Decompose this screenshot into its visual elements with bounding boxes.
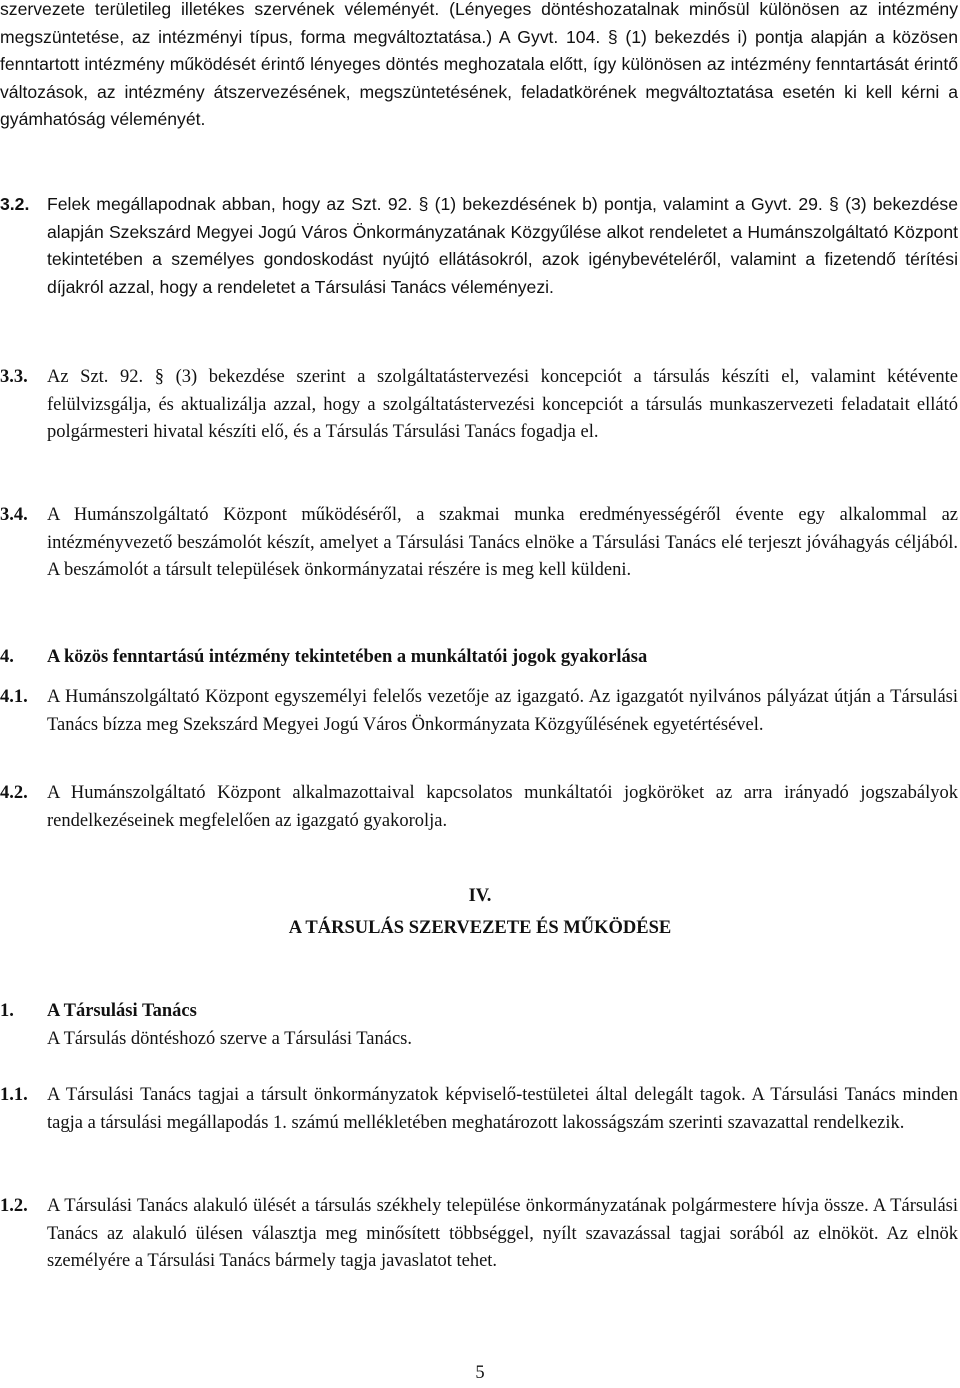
subsection-1 [0,998,960,1053]
section-number: 3.2. [0,194,30,214]
page-number: 5 [475,1363,485,1383]
section-4-heading [0,644,960,672]
subsection-1-2 [0,1193,960,1276]
section-4-title: A közös fenntartású intézmény tekintetében a munkáltatói jogok gyakorlása [47,647,648,667]
section-number: 1.2. [0,1196,28,1216]
section-number: 4. [0,647,14,667]
section-number: 1.1. [0,1085,28,1105]
section-number: 1. [0,1001,14,1021]
section-number: 4.2. [0,783,28,803]
section-3-3-text: Az Szt. 92. § (3) bekezdése szerint a szolgáltatástervezési koncepciót a társulás készíti el, valamint kétévente felülvizsgálja, és aktualizálja azzal, hogy a szolgáltatástervezési koncepciót a társulás munkaszervezeti feladatait ellátó polgármesteri hivatal készíti elő, és a Társulás Társulási Tanács fogadja el. [47,367,958,442]
subsection-1-2-text: A Társulási Tanács alakuló ülését a társulás székhely települése önkormányzatának polgármestere hívja össze. A Társulási Tanács az alakuló ülésen választja meg minősített többséggel, nyílt szavazással tagjai sorából az elnököt. Az elnök személyére a Társulási Tanács bármely tagja javaslatot tehet. [47,1196,958,1271]
section-3-4-text: A Humánszolgáltató Központ működéséről, a szakmai munka eredményességéről évente egy alkalommal az intézményvezető beszámolót készít, amelyet a Társulási Tanács elnöke a Társulási Tanács elé terjeszt jóváhagyás céljából. A beszámolót a társult települések önkormányzatai részére is meg kell küldeni. [47,505,958,580]
subsection-1-1-text: A Társulási Tanács tagjai a társult önkormányzatok képviselő-testületei által delegált tagok. A Társulási Tanács minden tagja a társulási megállapodás 1. számú mellékletében meghatározott lakosságszám szerinti szavazattal rendelkezik. [47,1085,958,1133]
intro-paragraph [0,0,960,134]
section-3-4 [0,502,960,585]
section-number: 3.3. [0,367,28,387]
chapter-heading [0,883,960,942]
section-4-2 [0,780,960,835]
section-3-3 [0,364,960,447]
subsection-1-1 [0,1082,960,1137]
chapter-roman: IV. [468,886,492,906]
section-4-1 [0,684,960,739]
section-number: 4.1. [0,687,28,707]
section-3-2 [0,191,960,301]
section-4-2-text: A Humánszolgáltató Központ alkalmazottaival kapcsolatos munkáltatói jogköröket az arra irányadó jogszabályok rendelkezéseinek megfelelően az igazgató gyakorolja. [47,783,958,831]
section-number: 3.4. [0,505,28,525]
chapter-title: A TÁRSULÁS SZERVEZETE ÉS MŰKÖDÉSE [288,917,672,938]
subsection-1-title: A Társulási Tanács [47,1001,197,1021]
section-4-1-text: A Humánszolgáltató Központ egyszemélyi felelős vezetője az igazgató. Az igazgatót nyilvános pályázat útján a Társulási Tanács bízza meg Szekszárd Megyei Jogú Város Önkormányzata Közgyűlésének egyetértésével. [47,687,958,735]
subsection-1-text: A Társulás döntéshozó szerve a Társulási Tanács. [47,1028,413,1049]
section-3-2-text: Felek megállapodnak abban, hogy az Szt. 92. § (1) bekezdésének b) pontja, valamint a Gyvt. 29. § (3) bekezdése alapján Szekszárd Megyei Jogú Város Önkormányzatának Közgyűlése alkot rendeletet a Humánszolgáltató Központ tekintetében a személyes gondoskodást nyújtó ellátásokról, azok igénybevételéről, valamint a fizetendő térítési díjakról azzal, hogy a rendeletet a Társulási Tanács véleményezi. [47,194,958,297]
intro-text: szervezete területileg illetékes szervének véleményét. (Lényeges döntéshozatalnak minősül különösen az intézmény megszüntetése, az intézményi típus, forma megváltoztatása.) A Gyvt. 104. § (1) bekezdés i) pontja alapján a közösen fenntartott intézmény működését érintő lényeges döntés meghozatala előtt, így különösen az intézmény fenntartását érintő változások, az intézmény átszervezésének, megszüntetésének, feladatkörének megváltoztatása esetén ki kell kérni a gyámhatóság véleményét. [0,0,958,129]
